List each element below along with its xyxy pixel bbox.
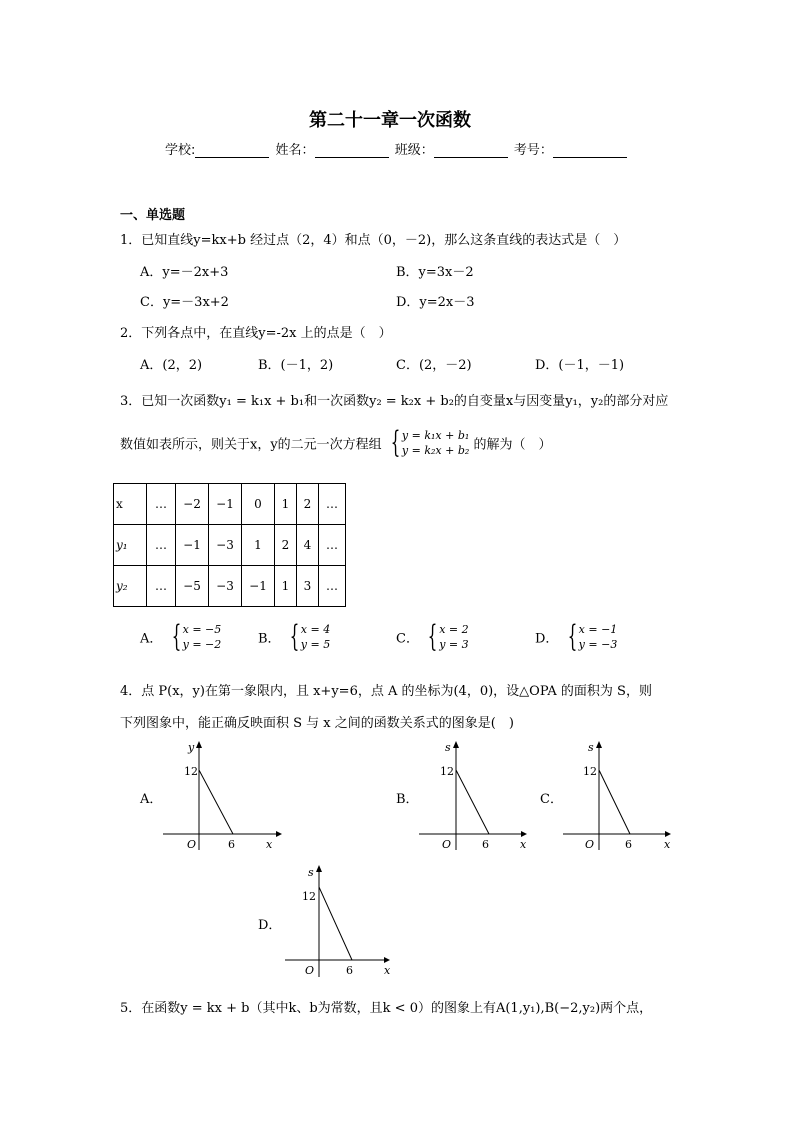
table-cell: 0 <box>242 484 275 525</box>
x-tick-label: 6 <box>346 964 353 977</box>
q3-option-a[interactable] <box>140 619 222 654</box>
x-tick-label: 6 <box>482 838 489 851</box>
table-cell: 2 <box>275 525 297 566</box>
table-cell: 3 <box>297 566 319 607</box>
q4-graph-b[interactable] <box>414 738 534 853</box>
q3-option-d[interactable] <box>535 619 618 654</box>
graph-line <box>319 887 352 960</box>
table-cell: 2 <box>297 484 319 525</box>
table-cell: … <box>147 566 176 607</box>
question-4-stem-line2: 下列图象中，能正确反映面积 S 与 x 之间的函数关系式的图象是( ) <box>120 716 514 731</box>
table-cell: 4 <box>297 525 319 566</box>
y-tick-label: 12 <box>184 765 198 778</box>
y-axis-label: s <box>588 741 594 754</box>
option-system <box>285 619 331 654</box>
x-axis-label: x <box>664 838 671 851</box>
question-1-stem: 1．已知直线y=kx+b 经过点（2，4）和点（0，－2)，那么这条直线的表达式是（ ） <box>120 233 627 248</box>
origin-label: O <box>585 838 595 851</box>
y-axis-label: s <box>445 741 451 754</box>
q3-option-c[interactable] <box>396 619 469 654</box>
option-label: C． <box>396 631 419 647</box>
section-heading: 一、单选题 <box>120 208 186 223</box>
q3-option-b[interactable] <box>258 619 331 654</box>
y-axis-arrow-icon <box>453 741 459 748</box>
option-system <box>167 619 222 654</box>
table-row <box>114 566 346 607</box>
q4-option-c-label[interactable]: C． <box>540 792 563 807</box>
system-eq-1: y = k₁x + b₁ <box>401 429 470 442</box>
graph-line <box>199 770 233 834</box>
x-axis-arrow-icon <box>276 831 282 837</box>
number-field[interactable] <box>553 143 627 158</box>
option-eq-1: x = −1 <box>578 623 618 636</box>
table-cell: y₂ <box>114 566 147 607</box>
q1-option-d[interactable]: D．y=2x－3 <box>396 295 475 310</box>
option-eq-2: y = 5 <box>300 638 331 651</box>
q4-option-d-label[interactable]: D． <box>258 918 282 933</box>
q4-option-b-label[interactable]: B． <box>396 792 419 807</box>
table-cell: … <box>147 484 176 525</box>
origin-label: O <box>187 838 197 851</box>
value-table <box>113 483 346 607</box>
table-cell: −1 <box>209 484 242 525</box>
q4-graph-d[interactable] <box>280 860 400 980</box>
graph-line <box>456 770 489 834</box>
q2-option-c[interactable]: C．(2，－2) <box>396 358 472 373</box>
table-cell: −2 <box>176 484 209 525</box>
option-eq-2: y = 3 <box>439 638 469 651</box>
y-tick-label: 12 <box>440 765 454 778</box>
y-tick-label: 12 <box>302 890 316 903</box>
option-eq-1: x = −5 <box>182 623 222 636</box>
y-axis-label: s <box>308 866 314 879</box>
question-5-stem: 5．在函数y = kx + b（其中k、b为常数，且k < 0）的图象上有A(1,y₁),B(−2,y₂)两个点， <box>120 1001 653 1016</box>
table-cell: −1 <box>176 525 209 566</box>
x-axis-label: x <box>520 838 527 851</box>
number-label: 考号： <box>513 143 553 158</box>
x-tick-label: 6 <box>228 838 235 851</box>
option-eq-2: y = −2 <box>182 638 222 651</box>
class-field[interactable] <box>434 143 508 158</box>
q4-graph-a[interactable] <box>158 738 288 853</box>
name-field[interactable] <box>315 143 389 158</box>
question-2-stem: 2．下列各点中，在直线y=-2x 上的点是（ ） <box>120 326 392 341</box>
brace-icon: { <box>567 619 577 654</box>
option-label: B． <box>258 631 281 647</box>
table-cell: … <box>147 525 176 566</box>
brace-icon: { <box>289 619 300 654</box>
y-axis-arrow-icon <box>196 741 202 748</box>
table-cell: y₁ <box>114 525 147 566</box>
table-cell: … <box>319 525 346 566</box>
q4-graph-c[interactable] <box>558 738 678 853</box>
q3-stem-post: 的解为（ ） <box>473 437 552 453</box>
q1-option-b[interactable]: B．y=3x－2 <box>396 265 474 280</box>
table-cell: −3 <box>209 525 242 566</box>
x-axis-label: x <box>266 838 273 851</box>
table-cell: x <box>114 484 147 525</box>
page-title: 第二十一章一次函数 <box>309 110 471 131</box>
graph-line <box>599 770 630 834</box>
brace-icon: { <box>390 425 401 460</box>
table-cell: −1 <box>242 566 275 607</box>
option-label: A． <box>140 631 163 647</box>
q2-option-d[interactable]: D．(－1，－1) <box>535 358 625 373</box>
table-cell: 1 <box>242 525 275 566</box>
class-label: 班级： <box>394 143 434 158</box>
question-3-stem-line2 <box>120 425 552 460</box>
origin-label: O <box>442 838 452 851</box>
q2-option-a[interactable]: A．(2，2) <box>140 358 203 373</box>
option-system <box>423 619 469 654</box>
table-row <box>114 484 346 525</box>
table-cell: −5 <box>176 566 209 607</box>
x-tick-label: 6 <box>625 838 632 851</box>
x-axis-label: x <box>384 964 391 977</box>
y-tick-label: 12 <box>583 765 597 778</box>
table-cell: 1 <box>275 484 297 525</box>
q2-option-b[interactable]: B．(－1，2) <box>258 358 334 373</box>
option-eq-1: x = 2 <box>439 623 469 636</box>
school-field[interactable] <box>195 143 269 158</box>
question-4-stem-line1: 4．点 P(x，y)在第一象限内，且 x+y=6，点 A 的坐标为(4，0)，设△OPA 的面积为 S，则 <box>120 684 652 699</box>
school-label: 学校: <box>165 143 196 158</box>
q3-stem-pre: 数值如表所示，则关于x，y的二元一次方程组 <box>120 437 382 453</box>
x-axis-arrow-icon <box>521 831 527 837</box>
q3-equation-system <box>386 425 470 460</box>
x-axis-arrow-icon <box>665 831 671 837</box>
table-cell: 1 <box>275 566 297 607</box>
brace-icon: { <box>427 619 438 654</box>
question-3-stem-line1: 3．已知一次函数y₁ = k₁x + b₁和一次函数y₂ = k₂x + b₂的自变量x与因变量y₁，y₂的部分对应 <box>120 394 669 409</box>
option-eq-2: y = −3 <box>578 638 618 651</box>
table-cell: −3 <box>209 566 242 607</box>
table-cell: … <box>319 566 346 607</box>
brace-icon: { <box>171 619 181 654</box>
q4-option-a-label[interactable]: A． <box>140 792 163 807</box>
table-row <box>114 525 346 566</box>
q1-option-a[interactable]: A．y=－2x+3 <box>140 265 229 280</box>
x-axis-arrow-icon <box>384 957 390 963</box>
y-axis-arrow-icon <box>316 865 322 872</box>
y-axis-label: y <box>188 741 195 754</box>
origin-label: O <box>305 964 315 977</box>
system-eq-2: y = k₂x + b₂ <box>401 444 470 457</box>
student-info <box>165 139 629 158</box>
option-system <box>563 619 618 654</box>
table-cell: … <box>319 484 346 525</box>
name-label: 姓名： <box>275 143 315 158</box>
q1-option-c[interactable]: C．y=－3x+2 <box>140 295 229 310</box>
option-label: D． <box>535 631 559 647</box>
y-axis-arrow-icon <box>596 741 602 748</box>
option-eq-1: x = 4 <box>300 623 331 636</box>
